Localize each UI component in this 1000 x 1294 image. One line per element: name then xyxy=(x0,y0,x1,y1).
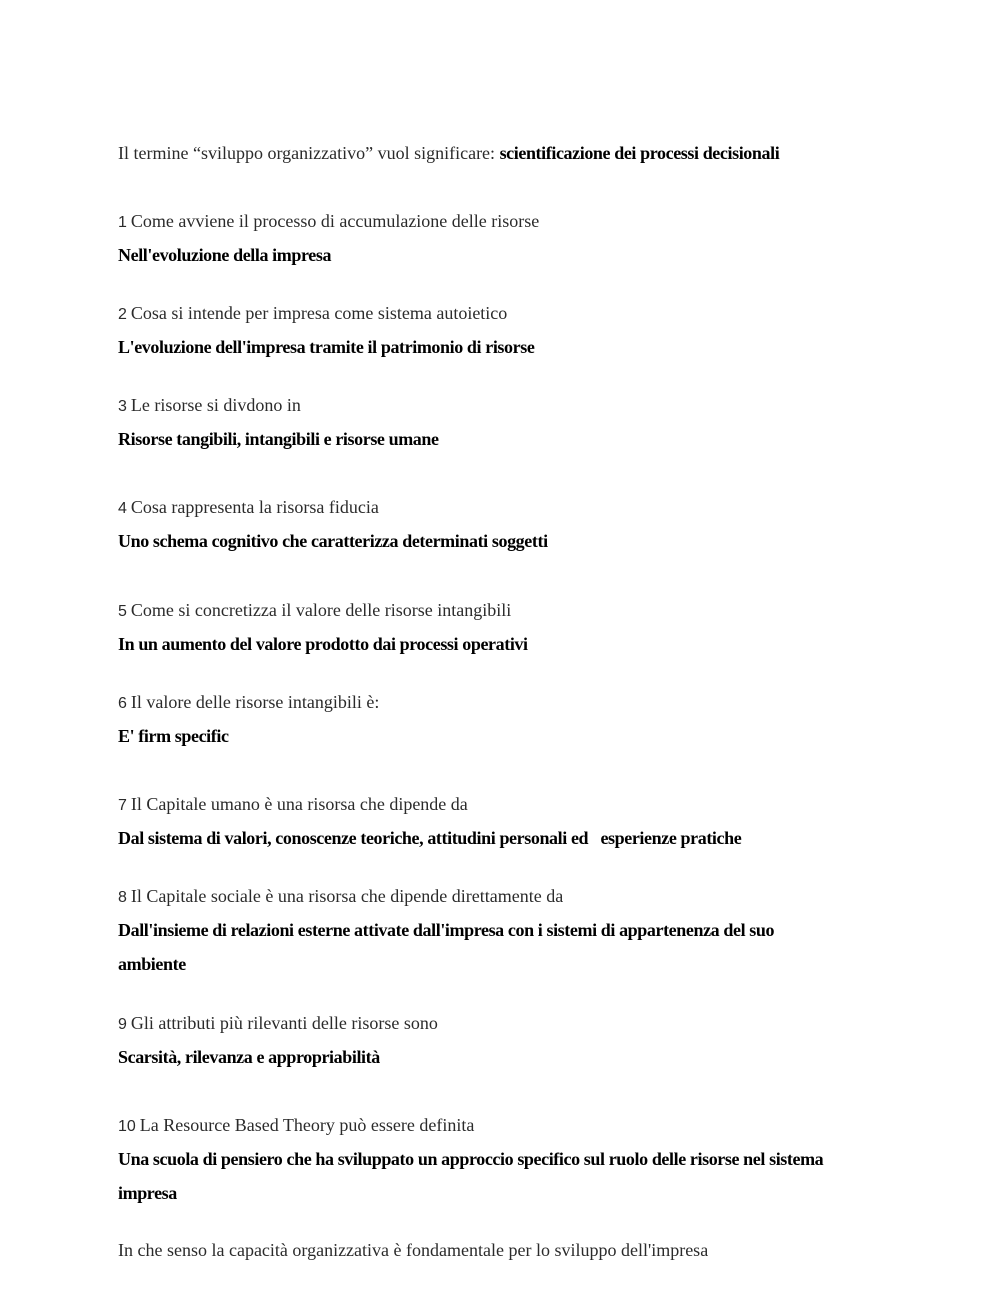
intro-line xyxy=(118,136,890,170)
question-6 xyxy=(118,685,890,721)
question-8 xyxy=(118,879,890,915)
question-text: Gli attributi più rilevanti delle risorse sono xyxy=(130,1013,438,1033)
intro-text: Il termine “sviluppo organizzativo” vuol significare: xyxy=(118,143,500,163)
answer-6: E' firm specific xyxy=(118,726,229,746)
answer-2: L'evoluzione dell'impresa tramite il patrimonio di risorse xyxy=(118,337,535,357)
answer-10: Una scuola di pensiero che ha sviluppato un approccio specifico sul ruolo delle risorse nel sistema impresa xyxy=(118,1149,824,1203)
question-number: 5 xyxy=(118,603,127,620)
question-text: Come si concretizza il valore delle risorse intangibili xyxy=(130,600,512,620)
answer-4: Uno schema cognitivo che caratterizza determinati soggetti xyxy=(118,531,548,551)
question-number: 8 xyxy=(118,889,127,906)
answer-1: Nell'evoluzione della impresa xyxy=(118,245,332,265)
question-4 xyxy=(118,490,890,526)
answer-5: In un aumento del valore prodotto dai processi operativi xyxy=(118,634,528,654)
answer-9: Scarsità, rilevanza e appropriabilità xyxy=(118,1047,380,1067)
question-number: 10 xyxy=(118,1118,136,1135)
question-number: 2 xyxy=(118,306,127,323)
question-number: 6 xyxy=(118,695,127,712)
question-text: Cosa rappresenta la risorsa fiducia xyxy=(130,497,379,517)
question-text: Le risorse si divdono in xyxy=(130,395,301,415)
question-7 xyxy=(118,787,890,823)
question-2 xyxy=(118,296,890,332)
question-3 xyxy=(118,388,890,424)
answer-8: Dall'insieme di relazioni esterne attivate dall'impresa con i sistemi di appartenenza del suo ambiente xyxy=(118,920,775,974)
question-text: Il Capitale sociale è una risorsa che dipende direttamente da xyxy=(130,886,564,906)
closing-question: In che senso la capacità organizzativa è fondamentale per lo sviluppo dell'impresa xyxy=(118,1240,709,1260)
question-text: Il valore delle risorse intangibili è: xyxy=(130,692,380,712)
question-number: 9 xyxy=(118,1016,127,1033)
answer-7: Dal sistema di valori, conoscenze teoriche, attitudini personali ed esperienze pratiche xyxy=(118,828,742,848)
question-text: La Resource Based Theory può essere definita xyxy=(139,1115,475,1135)
question-1 xyxy=(118,204,890,240)
question-9 xyxy=(118,1006,890,1042)
question-number: 4 xyxy=(118,500,127,517)
question-10 xyxy=(118,1108,890,1144)
question-number: 3 xyxy=(118,398,127,415)
question-5 xyxy=(118,593,890,629)
answer-3: Risorse tangibili, intangibili e risorse umane xyxy=(118,429,439,449)
question-text: Cosa si intende per impresa come sistema autoietico xyxy=(130,303,508,323)
question-number: 7 xyxy=(118,797,127,814)
intro-answer: scientificazione dei processi decisionali xyxy=(499,143,780,163)
question-number: 1 xyxy=(118,214,127,231)
question-text: Come avviene il processo di accumulazione delle risorse xyxy=(130,211,540,231)
question-text: Il Capitale umano è una risorsa che dipende da xyxy=(130,794,468,814)
